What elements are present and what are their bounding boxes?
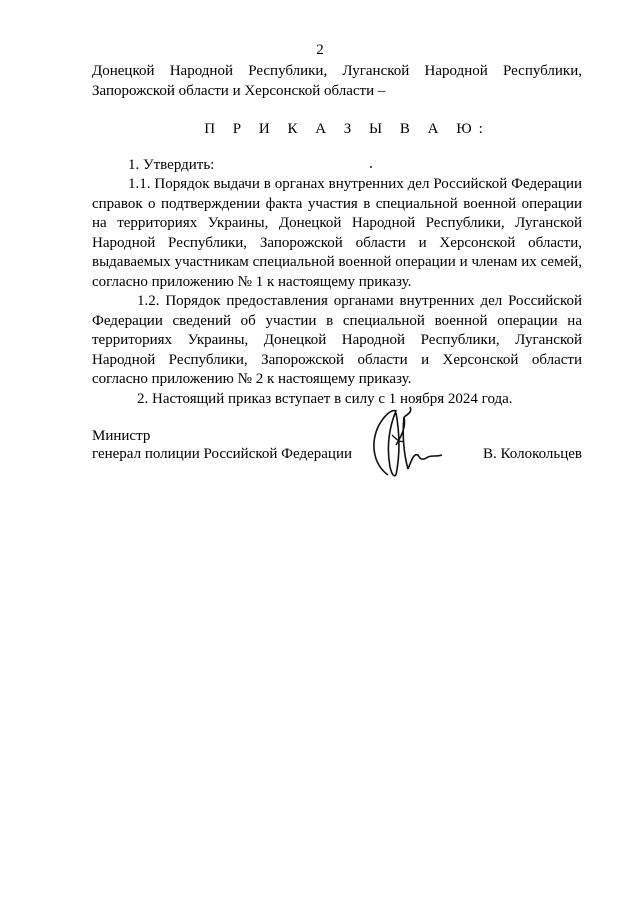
signer-name: В. Колокольцев <box>483 446 582 462</box>
signer-role: Министр <box>92 428 151 444</box>
page-number: 2 <box>316 42 324 58</box>
item-1-1: 1.1. Порядок выдачи в органах внутренних дел Российской Федерации справок о подтверждении факта участия в специальной военной операции на территориях Украины, Донецкой Народной Республики, Луганской Народной Республики, Запорожской области и Херсонской области, выдаваемых участникам специальной военной операции и членам их семей, согласно приложению № 1 к настоящему приказу. <box>92 176 582 290</box>
scan-speck <box>370 166 372 168</box>
signer-title: генерал полиции Российской Федерации <box>92 446 353 462</box>
item-2: 2. Настоящий приказ вступает в силу с 1 ноября 2024 года. <box>137 390 513 407</box>
document-body <box>92 62 582 409</box>
item-approve: 1. Утвердить: <box>128 156 215 173</box>
item-1-2: 1.2. Порядок предоставления органами внутренних дел Российской Федерации сведений об участии в специальной военной операции на территориях Украины, Донецкой Народной Республики, Луганской Народной Республики, Запорожской области и Херсонской области согласно приложению № 2 к настоящему приказу. <box>92 293 582 387</box>
signature-block <box>92 427 582 487</box>
order-heading: П Р И К А З Ы В А Ю: <box>204 121 490 137</box>
handwritten-signature <box>366 405 446 481</box>
intro-paragraph: Донецкой Народной Республики, Луганской Народной Республики, Запорожской области и Херсонской области – <box>92 63 582 99</box>
